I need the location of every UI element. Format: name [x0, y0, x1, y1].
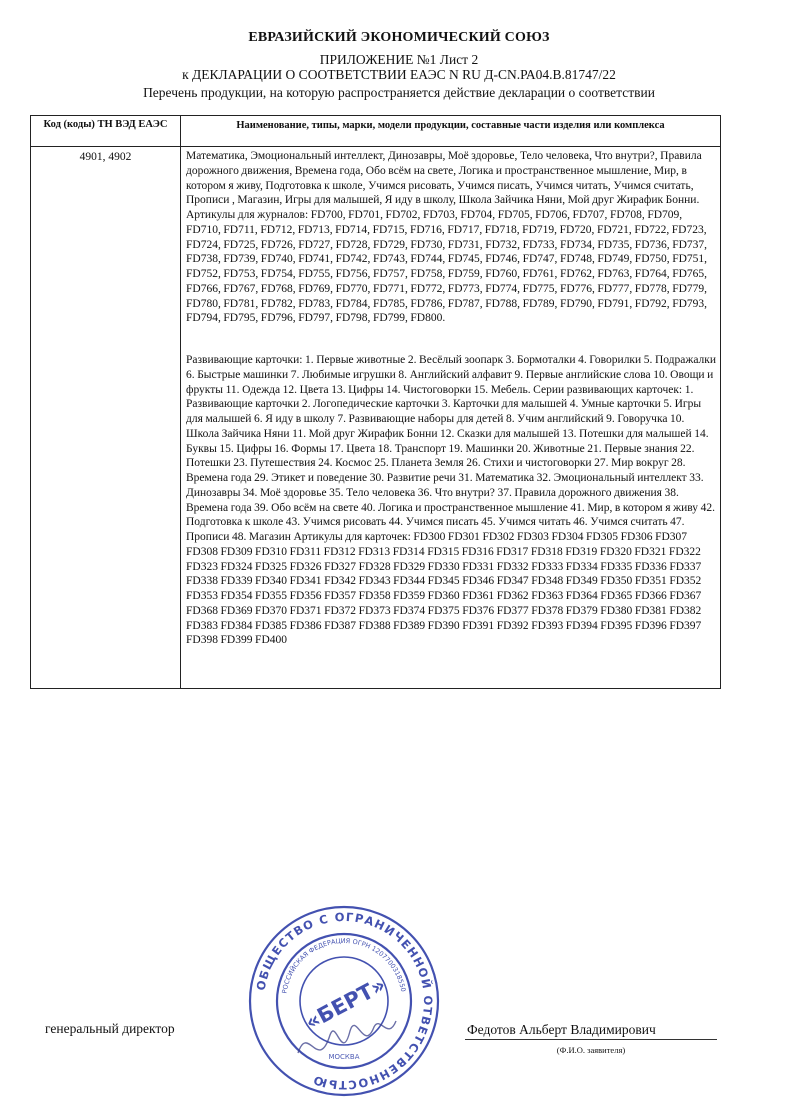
appendix-title: ПРИЛОЖЕНИЕ №1 Лист 2: [319, 52, 479, 67]
signer-name: Федотов Альберт Владимирович: [467, 1022, 656, 1037]
signer-position: генеральный директор: [45, 1021, 175, 1036]
seal-ring-text: ОБЩЕСТВО С ОГРАНИЧЕННОЙ ОТВЕТСТВЕННОСТЬЮ: [253, 909, 436, 1093]
signature-line: [465, 1039, 717, 1040]
column-divider: [180, 116, 181, 688]
seal-inner-text: РОССИЙСКАЯ ФЕДЕРАЦИЯ ОГРН 1207700318550: [280, 936, 408, 995]
header-divider: [31, 146, 720, 147]
tnved-code: 4901, 4902: [79, 151, 132, 163]
svg-text:РОССИЙСКАЯ ФЕДЕРАЦИЯ ОГРН 1207: [280, 937, 407, 994]
column-header-name: Наименование, типы, марки, модели продукции, составные части изделия или комплекса: [236, 120, 665, 131]
seal-bottom-text: МОСКВА: [328, 1053, 360, 1061]
declaration-number: к ДЕКЛАРАЦИИ О СООТВЕТСТВИИ ЕАЭС N RU Д-CN.РА04.В.81747/22: [182, 67, 616, 82]
company-seal: [246, 903, 442, 1099]
product-list-journals: Математика, Эмоциональный интеллект, Динозавры, Моё здоровье, Тело человека, Что внутри?, Правила дорожного движения, Времена года, Обо всём на свете, Логика и пространственное мышление, Мир, в котором я живу, Подготовка к школе, Учимся рисовать, Учимся писать, Учимся читать, Учимся считать, Прописи , Магазин, Игры для малышей, Я иду в школу, Школа Зайчика Няни, Мой друг Жирафик Бонни. Артикулы для журналов: FD700, FD701, FD702, FD703, FD704, FD705, FD706, FD707, FD708, FD709, FD710, FD711, FD712, FD713, FD714, FD715, FD716, FD717, FD718, FD719, FD720, FD721, FD722, FD723, FD724, FD725, FD726, FD727, FD728, FD729, FD730, FD731, FD732, FD733, FD734, FD735, FD736, FD737, FD738, FD739, FD740, FD741, FD742, FD743, FD744, FD745, FD746, FD747, FD748, FD749, FD750, FD751, FD752, FD753, FD754, FD755, FD756, FD757, FD758, FD759, FD760, FD761, FD762, FD763, FD764, FD765, FD766, FD767, FD768, FD769, FD770, FD771, FD772, FD773, FD774, FD775, FD776, FD777, FD778, FD779, FD780, FD781, FD782, FD783, FD784, FD785, FD786, FD787, FD788, FD789, FD790, FD791, FD792, FD793, FD794, FD795, FD796, FD797, FD798, FD799, FD800.: [186, 150, 708, 325]
column-header-code: Код (коды) ТН ВЭД ЕАЭС: [43, 119, 168, 130]
union-title: ЕВРАЗИЙСКИЙ ЭКОНОМИЧЕСКИЙ СОЮЗ: [248, 30, 550, 45]
products-table: [30, 115, 721, 689]
list-title: Перечень продукции, на которую распространяется действие декларации о соответствии: [143, 85, 655, 100]
seal-center-text: «БЕРТ»: [301, 972, 390, 1035]
product-list-cards: Развивающие карточки: 1. Первые животные 2. Весёлый зоопарк 3. Бормоталки 4. Говорилки 5. Подражалки 6. Быстрые машинки 7. Любимые игрушки 8. Английский алфавит 9. Первые английские слова 10. Овощи и фрукты 11. Одежда 12. Цвета 13. Цифры 14. Чистоговорки 15. Мебель. Серии развивающих карточек: 1. Развивающие карточки 2. Логопедические карточки 3. Карточки для малышей 4. Умные карточки 5. Игры для малышей 6. Я иду в школу 7. Развивающие наборы для детей 8. Учим английский 9. Говоручка 10. Школа Зайчика Няни 11. Мой друг Жирафик Бонни 12. Сказки для малышей 13. Потешки для малышей 14. Буквы 15. Цифры 16. Формы 17. Цвета 18. Транспорт 19. Машинки 20. Животные 21. Первые знания 22. Потешки 23. Путешествия 24. Космос 25. Планета Земля 26. Стихи и чистоговорки 27. Мир вокруг 28. Времена года 29. Этикет и поведение 30. Развитие речи 31. Математика 32. Эмоциональный интеллект 33. Динозавры 34. Моё здоровье 35. Тело человека 36. Что внутри? 37. Правила дорожного движения 38. Времена года 39. Обо всём на свете 40. Логика и пространственное мышление 41. Мир, в котором я живу 42. Подготовка к школе 43. Учимся рисовать 44. Учимся писать 45. Учимся читать 46. Учимся считать 47. Прописи 48. Магазин Артикулы для карточек: FD300 FD301 FD302 FD303 FD304 FD305 FD306 FD307 FD308 FD309 FD310 FD311 FD312 FD313 FD314 FD315 FD316 FD317 FD318 FD319 FD320 FD321 FD322 FD323 FD324 FD325 FD326 FD327 FD328 FD329 FD330 FD331 FD332 FD333 FD334 FD335 FD336 FD337 FD338 FD339 FD340 FD341 FD342 FD343 FD344 FD345 FD346 FD347 FD348 FD349 FD350 FD351 FD352 FD353 FD354 FD355 FD356 FD357 FD358 FD359 FD360 FD361 FD362 FD363 FD364 FD365 FD366 FD367 FD368 FD369 FD370 FD371 FD372 FD373 FD374 FD375 FD376 FD377 FD378 FD379 FD380 FD381 FD382 FD383 FD384 FD385 FD386 FD387 FD388 FD389 FD390 FD391 FD392 FD393 FD394 FD395 FD396 FD397 FD398 FD399 FD400: [186, 354, 717, 647]
signer-name-note: (Ф.И.О. заявителя): [556, 1045, 626, 1055]
